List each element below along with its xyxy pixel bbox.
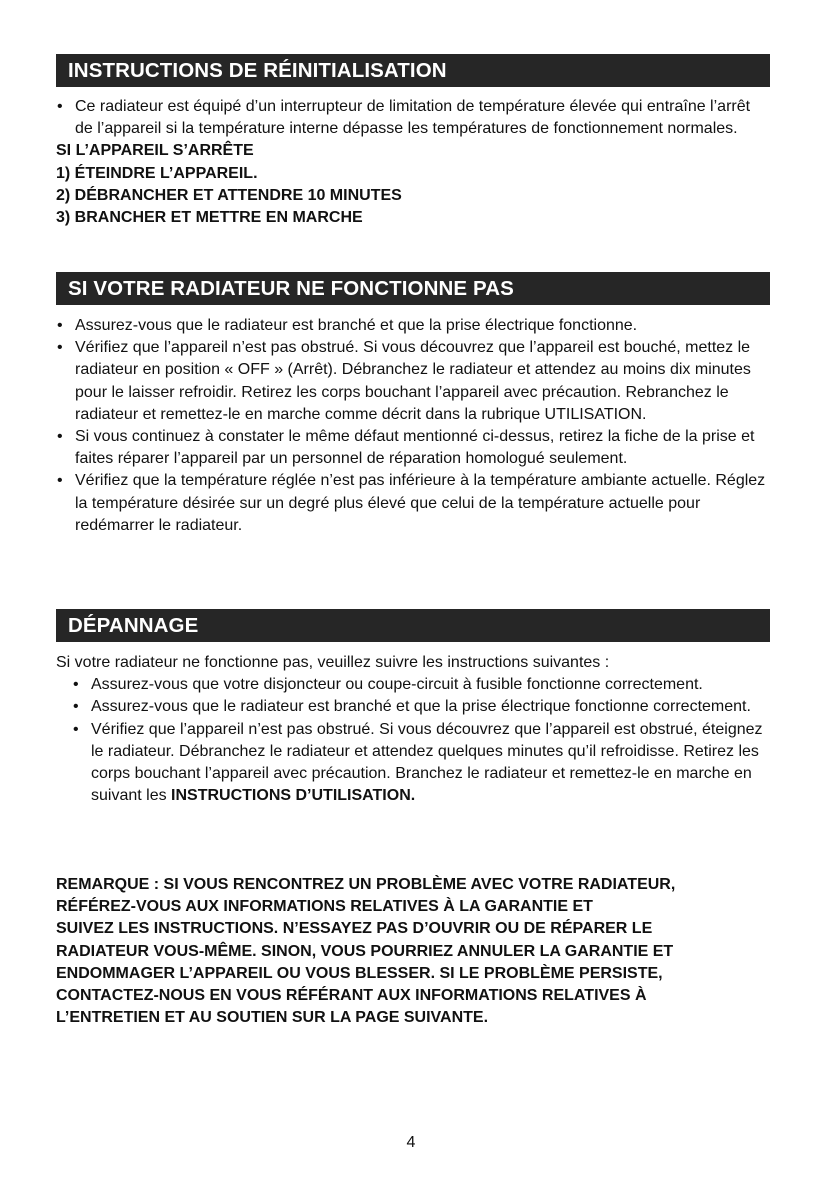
reset-step: SI L’APPAREIL S’ARRÊTE [56,142,254,160]
section-body-troubleshooting [56,652,771,807]
section-body-reset [56,96,771,229]
reset-step: 3) BRANCHER ET METTRE EN MARCHE [56,209,363,227]
bullet-marker: • [57,339,63,357]
bullet-marker: • [73,720,79,738]
remark-block [56,874,771,1029]
section-header-not-working [56,272,770,305]
remark-line: REMARQUE : SI VOUS RENCONTREZ UN PROBLÈME AVEC VOTRE RADIATEUR, [56,876,676,893]
bullet-marker: • [73,698,79,716]
bullet-marker: • [73,676,79,694]
remark-line: SUIVEZ LES INSTRUCTIONS. N’ESSAYEZ PAS D’OUVRIR OU DE RÉPARER LE [56,920,653,938]
list-item: • Ce radiateur est équipé d’un interrupteur de limitation de température élevée qui entraîne l’arrêt de l’appareil si la température interne dépasse les températures de fonctionnement normales. [57,98,751,138]
remark-line: ENDOMMAGER L’APPAREIL OU VOUS BLESSER. SI LE PROBLÈME PERSISTE, [56,964,663,982]
bullet-marker: • [57,98,63,115]
list-item: • Si vous continuez à constater le même défaut mentionné ci-dessus, retirez la fiche de la prise et faites réparer l’appareil par un personnel de réparation homologué seulement. [57,428,755,468]
section-title: SI VOTRE RADIATEUR NE FONCTIONNE PAS [68,277,514,300]
list-item: • Assurez-vous que le radiateur est branché et que la prise électrique fonctionne correctement. [56,696,771,718]
bullet-marker: • [57,472,63,490]
list-item: • Vérifiez que la température réglée n’est pas inférieure à la température ambiante actuelle. Réglez la température désirée sur un degré plus élevé que celui de la température actuelle pour redémarrer le radiateur. [57,472,766,534]
intro-text: Si votre radiateur ne fonctionne pas, veuillez suivre les instructions suivantes : [56,654,610,671]
bullet-list [56,674,771,807]
reset-step: 2) DÉBRANCHER ET ATTENDRE 10 MINUTES [56,186,402,204]
bullet-marker: • [57,428,63,446]
section-body-not-working [56,315,771,537]
remark-line: CONTACTEZ-NOUS EN VOUS RÉFÉRANT AUX INFORMATIONS RELATIVES À [56,987,647,1005]
bullet-list [56,96,771,140]
remark-line: RÉFÉREZ-VOUS AUX INFORMATIONS RELATIVES À LA GARANTIE ET [56,898,593,916]
reset-step: 1) ÉTEINDRE L’APPAREIL. [56,164,258,182]
page-number: 4 [406,1134,416,1151]
section-title: DÉPANNAGE [68,614,199,637]
section-header-troubleshooting [56,609,770,642]
list-item: • Assurez-vous que votre disjoncteur ou coupe-circuit à fusible fonctionne correctement. [56,674,771,696]
list-item: • Assurez-vous que le radiateur est branché et que la prise électrique fonctionne. [56,315,771,337]
remark-line: L’ENTRETIEN ET AU SOUTIEN SUR LA PAGE SUIVANTE. [56,1009,489,1027]
section-title: INSTRUCTIONS DE RÉINITIALISATION [68,59,447,82]
list-item: • Vérifiez que l’appareil n’est pas obstrué. Si vous découvrez que l’appareil est obstrué, éteignez le radiateur. Débranchez le radiateur et attendez quelques minutes qu’il refroidisse. Retirez les corps bouchant l’appareil avec précaution. Branchez le radiateur et remettez-le en marche en suivant les INSTRUCTIONS D’UTILISATION. [73,720,763,805]
section-header-reset [56,54,770,87]
list-item: • Vérifiez que l’appareil n’est pas obstrué. Si vous découvrez que l’appareil est bouché, mettez le radiateur en position « OFF » (Arrêt). Débranchez le radiateur et attendez au moins dix minutes pour le laisser refroidir. Retirez les corps bouchant l’appareil avec précaution. Rebranchez le radiateur et remettez-le en marche comme décrit dans la rubrique UTILISATION. [57,339,751,423]
bullet-marker: • [57,317,63,334]
bullet-list [56,315,771,537]
bold-reference: INSTRUCTIONS D’UTILISATION. [171,787,416,805]
remark-line: RADIATEUR VOUS-MÊME. SINON, VOUS POURRIEZ ANNULER LA GARANTIE ET [56,942,674,960]
